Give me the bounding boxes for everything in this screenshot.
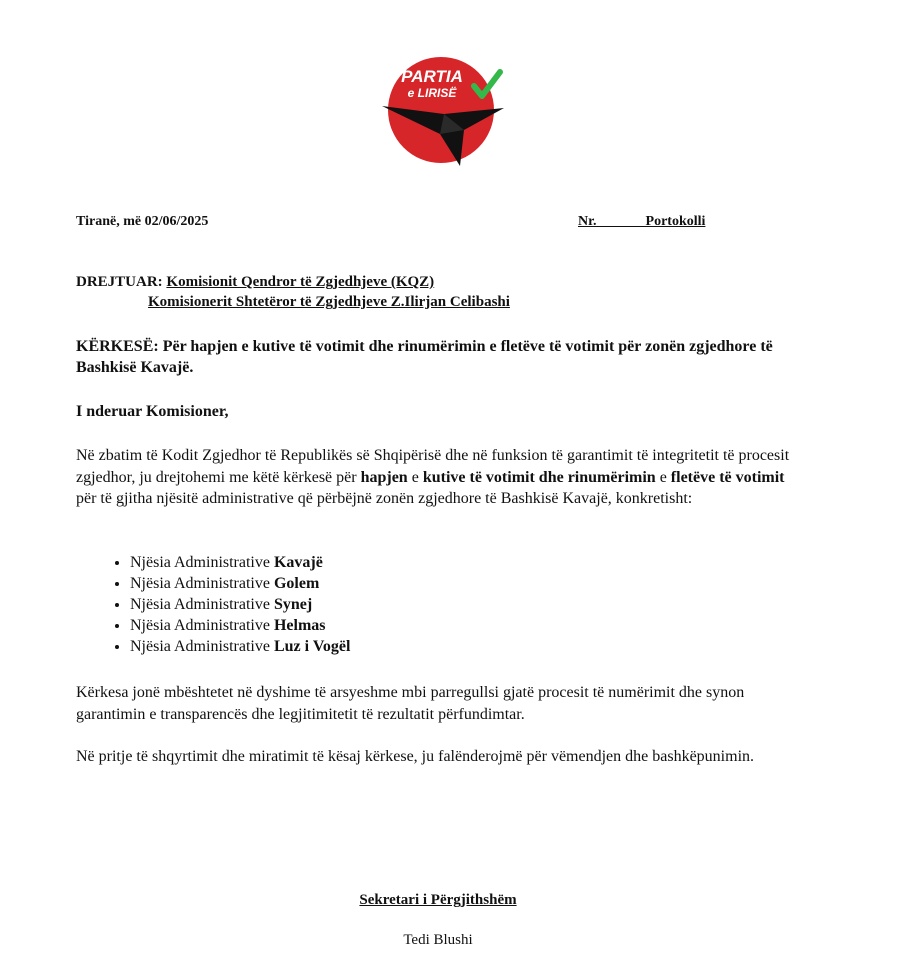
unit-prefix: Njësia Administrative [130, 554, 274, 571]
request-text: Për hapjen e kutive të votimit dhe rinumërimin e fletëve të votimit për zonën zgjedhore të Bashkisë Kavajë. [76, 338, 773, 376]
unit-prefix: Njësia Administrative [130, 638, 274, 655]
protocol-number: Nr._______Portokolli [578, 214, 706, 229]
administrative-units-list [76, 552, 350, 657]
p1-text-a: Në zbatim të Kodit Zgjedhor të Republikës së Shqipërisë dhe në funksion të garantimit të integritetit të procesit zgjedhor, ju drejtohemi me këtë kërkesë për [76, 447, 790, 486]
p1-bold-f: fletëve të votimit [670, 468, 785, 486]
greeting: I nderuar Komisioner, [76, 403, 229, 420]
unit-name: Kavajë [273, 554, 323, 571]
request-label: KËRKESË: [76, 338, 159, 355]
logo-text-line2: e LIRISË [407, 86, 457, 100]
request-subject [76, 336, 836, 378]
list-item [130, 552, 350, 573]
p1-bold-d: kutive të votimit dhe rinumërimin [422, 468, 656, 486]
p1-text-c: e [407, 468, 423, 486]
party-logo [378, 50, 508, 170]
signatory-title: Sekretari i Përgjithshëm [359, 892, 517, 908]
body-paragraph-2: Kërkesa jonë mbështetet në dyshime të arsyeshme mbi parregullsi gjatë procesit të numërimit dhe synon garantimin e transparencës dhe legjitimitetit të rezultatit përfundimtar. [76, 684, 745, 723]
unit-prefix: Njësia Administrative [130, 575, 274, 592]
unit-name: Helmas [273, 617, 326, 634]
addressee-block [76, 272, 510, 312]
unit-name: Synej [273, 596, 313, 613]
unit-prefix: Njësia Administrative [130, 596, 274, 613]
list-item [130, 636, 350, 657]
addressee-label: DREJTUAR: [76, 274, 163, 290]
body-paragraph-3: Në pritje të shqyrtimit dhe miratimit të kësaj kërkese, ju falënderojmë për vëmendjen dhe bashkëpunimin. [76, 748, 755, 765]
unit-prefix: Njësia Administrative [130, 617, 274, 634]
place-date: Tiranë, më 02/06/2025 [76, 214, 209, 229]
signatory-name: Tedi Blushi [403, 932, 473, 948]
unit-name: Golem [273, 575, 320, 592]
unit-name: Luz i Vogël [273, 638, 351, 655]
logo-text-line1: PARTIA [401, 67, 463, 86]
p1-bold-b: hapjen [360, 468, 408, 486]
list-item [130, 594, 350, 615]
list-item [130, 573, 350, 594]
p1-text-e: e [655, 468, 671, 486]
addressee-line1: Komisionit Qendror të Zgjedhjeve (KQZ) [166, 274, 435, 290]
p1-text-g: për të gjitha njësitë administrative që përbëjnë zonën zgjedhore të Bashkisë Kavajë, konkretisht: [76, 490, 693, 507]
addressee-line2: Komisionerit Shtetëror të Zgjedhjeve Z.Ilirjan Celibashi [148, 294, 510, 310]
list-item [130, 615, 350, 636]
body-paragraph-1 [76, 445, 796, 510]
